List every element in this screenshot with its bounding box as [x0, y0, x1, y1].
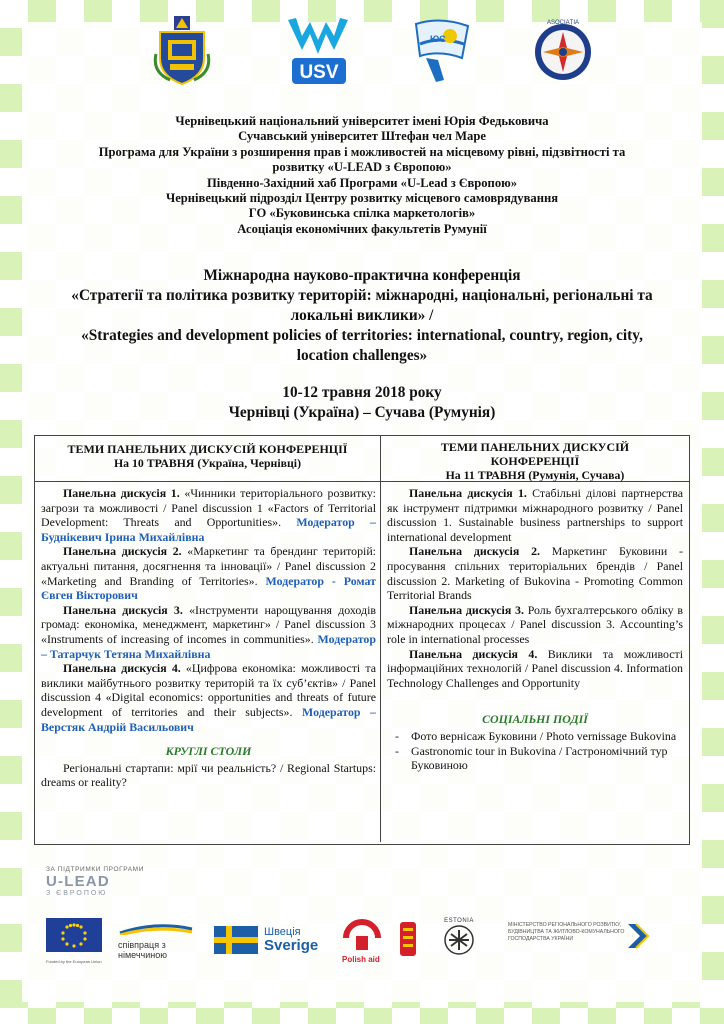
conference-title-ua-2: локальні виклики» / [290, 307, 434, 324]
left-date: На 10 ТРАВНЯ (Україна, Чернівці) [113, 456, 301, 470]
sweden-text-1: Швеція [264, 926, 301, 938]
header-line: ГО «Буковинська спілка маркетологів» [248, 206, 476, 221]
conference-title-ua-1: «Стратегії та політика розвитку територій: міжнародні, національні, регіональні та [71, 287, 653, 304]
panel-right-4 [387, 647, 683, 691]
panel-right-1 [387, 486, 683, 544]
compass-emblem-icon [530, 14, 596, 86]
svg-text:ЮС: ЮС [430, 34, 446, 44]
usv-emblem-icon [280, 14, 356, 88]
ministry-logo [508, 922, 658, 950]
panel-label: Панельна дискусія 1. [63, 486, 180, 500]
top-logos [0, 14, 724, 104]
panel-text: «Чинники територіального розвитку: загрози та можливості / Panel discussion 1 «Factors of Territorial Development: Threats and Opportunities». [41, 486, 376, 530]
header-line: Чернівецький національний університет імені Юрія Федьковича [175, 114, 549, 128]
panel-left-2 [41, 544, 376, 602]
panel-left-3 [41, 603, 376, 661]
panel-moderator: Модератор – Верстяк Андрій Васильович [41, 704, 376, 734]
usv-logo [280, 14, 358, 92]
panel-text: Виклики та можливості інформаційних технологій / Panel discussion 4. Information Technology Challenges and Opportunity [387, 646, 683, 690]
right-date: На 11 ТРАВНЯ (Румунія, Сучава) [445, 468, 625, 482]
ulead-logo-text: U-LEAD [46, 873, 110, 890]
eu-logo [46, 918, 102, 964]
panel-right-3 [387, 603, 683, 647]
left-column-body [35, 482, 381, 842]
partner-logos [0, 918, 724, 978]
conference-title [20, 266, 704, 366]
conference-place: Чернівці (Україна) – Сучава (Румунія) [228, 404, 496, 421]
estonia-text: ESTONIA [444, 918, 474, 924]
university-crest-logo [152, 14, 226, 92]
header-line: Південно-Західний хаб Програми «U-Lead з Європою» [206, 175, 518, 190]
panel-label: Панельна дискусія 3. [409, 602, 524, 617]
conference-title-en-1: «Strategies and development policies of territories: international, country, region, city, [81, 327, 643, 344]
panel-label: Панельна дискусія 4. [63, 661, 181, 676]
conference-date-place [20, 383, 704, 423]
right-column-header [381, 436, 689, 482]
sweden-flag-icon [214, 926, 258, 954]
left-heading: ТЕМИ ПАНЕЛЬНИХ ДИСКУСІЙ КОНФЕРЕНЦІЇ [67, 442, 348, 456]
giz-text: співпраця з німеччиною [118, 940, 167, 960]
panel-label: Панельна дискусія 2. [409, 544, 540, 559]
conference-type: Міжнародна науково-практична конференція [203, 267, 521, 284]
ulead-sub-text: З ЄВРОПОЮ [46, 890, 108, 897]
estonia-logo [434, 918, 484, 961]
right-heading: ТЕМИ ПАНЕЛЬНИХ ДИСКУСІЙ КОНФЕРЕНЦІЇ [440, 440, 630, 468]
program-table [34, 435, 690, 845]
coat-of-arms-logo [398, 920, 418, 963]
sweden-logo [214, 926, 318, 954]
support-block [46, 866, 144, 898]
compass-logo [530, 14, 604, 92]
panel-text: Маркетинг Буковини - просування спільних територіальних брендів / Panel discussion 2. Marketing of Bukovina - Promoting Common Territorial Brands [387, 544, 683, 603]
eu-flag-icon [46, 918, 102, 958]
eu-caption: Funded by the European Union [46, 959, 102, 964]
polish-aid-logo [342, 918, 382, 964]
social-event-item: - Gastronomic tour in Bukovina / Гастрономічний тур Буковиною [395, 743, 668, 773]
roundtables-text: Регіональні стартапи: мрії чи реальність? / Regional Startups: dreams or reality? [41, 760, 376, 790]
header-line: розвитку «U-LEAD з Європою» [272, 160, 452, 175]
svg-text:ASOCIAȚIA: ASOCIAȚIA [546, 20, 580, 26]
hand-flag-logo [410, 14, 484, 92]
panel-label: Панельна дискусія 2. [63, 544, 182, 559]
usv-logo-text: USV [299, 62, 339, 83]
roundtables-title: КРУГЛІ СТОЛИ [165, 744, 252, 759]
panel-label: Панельна дискусія 3. [63, 602, 183, 617]
university-crest-icon [152, 14, 212, 86]
panel-text: Роль бухгалтерського обліку в міжнародних процесах / Panel discussion 3. Accounting’s role in international processes [387, 602, 683, 646]
ministry-text: МІНІСТЕРСТВО РЕГІОНАЛЬНОГО РОЗВИТКУ, БУДІВНИЦТВА ТА ЖИТЛОВО-КОМУНАЛЬНОГО ГОСПОДАРСТВА УКРАЇНИ [508, 922, 625, 942]
panel-label: Панельна дискусія 1. [409, 486, 527, 500]
social-events-title: СОЦІАЛЬНІ ПОДІЇ [482, 712, 588, 727]
panel-moderator: Модератор – Татарчук Тетяна Михайлівна [41, 631, 376, 661]
header-line: Сучавський університет Штефан чел Маре [238, 129, 486, 144]
panel-text: «Інструменти нарощування доходів громад: економіка, менеджмент, маркетинг» / Panel discussion 3 «Instruments of increasing of incomes in communities». [41, 602, 376, 646]
panel-text: «Маркетинг та брендинг територій: актуальні питання, досягнення та інновації» / Panel discussion 2 «Marketing and Branding of Territories». [41, 544, 376, 588]
polish-aid-text: Polish aid [342, 955, 380, 964]
conference-title-en-2: location challenges» [296, 347, 428, 364]
hand-flag-emblem-icon [410, 14, 474, 86]
panel-right-2 [387, 544, 683, 602]
sweden-text-2: Sverige [264, 937, 319, 954]
polish-aid-icon [342, 918, 382, 952]
coat-of-arms-icon [398, 920, 418, 958]
panel-left-4 [41, 661, 376, 734]
ukraine-germany-stripes-icon [118, 923, 194, 935]
social-event-text: Фото вернісаж Буковини / Photo vernissage Bukovina [411, 728, 677, 743]
social-event-item: - Фото вернісаж Буковини / Photo vernissage Bukovina [395, 728, 677, 743]
giz-logo [118, 922, 194, 960]
social-event-text: Gastronomic tour in Bukovina / Гастрономічний тур Буковиною [411, 743, 668, 773]
ministry-chevron-icon [626, 922, 652, 950]
support-label: ЗА ПІДТРИМКИ ПРОГРАМИ [46, 866, 144, 873]
header-line: Чернівецький підрозділ Центру розвитку місцевого самоврядування [165, 191, 559, 206]
right-column-body [381, 482, 689, 842]
panel-text: «Цифрова економіка: можливості та виклики майбутнього розвитку територій та їх суб’єктів» / Panel discussion 4 «Digital economics: opportunities and threats of future development of territories and their subjects». [41, 661, 376, 719]
estonia-emblem-icon [441, 924, 477, 956]
left-column-header [35, 436, 381, 482]
conference-dates: 10-12 травня 2018 року [282, 384, 442, 401]
organizers-header [20, 114, 704, 237]
panel-moderator: Модератор - Ромат Євген Вікторович [41, 573, 376, 603]
panel-text: Стабільні ділові партнерства як інструмент підтримки міжнародного розвитку / Panel discussion 1. Sustainable business partnerships to support international development [387, 486, 683, 544]
panel-left-1 [41, 486, 376, 544]
panel-label: Панельна дискусія 4. [409, 646, 538, 661]
panel-moderator: Модератор – Буднікевич Ірина Михайлівна [41, 515, 376, 544]
header-line: Асоціація економічних факультетів Румунії [237, 221, 487, 236]
header-line: Програма для України з розширення прав і можливостей на місцевому рівні, підзвітності та [98, 144, 626, 159]
